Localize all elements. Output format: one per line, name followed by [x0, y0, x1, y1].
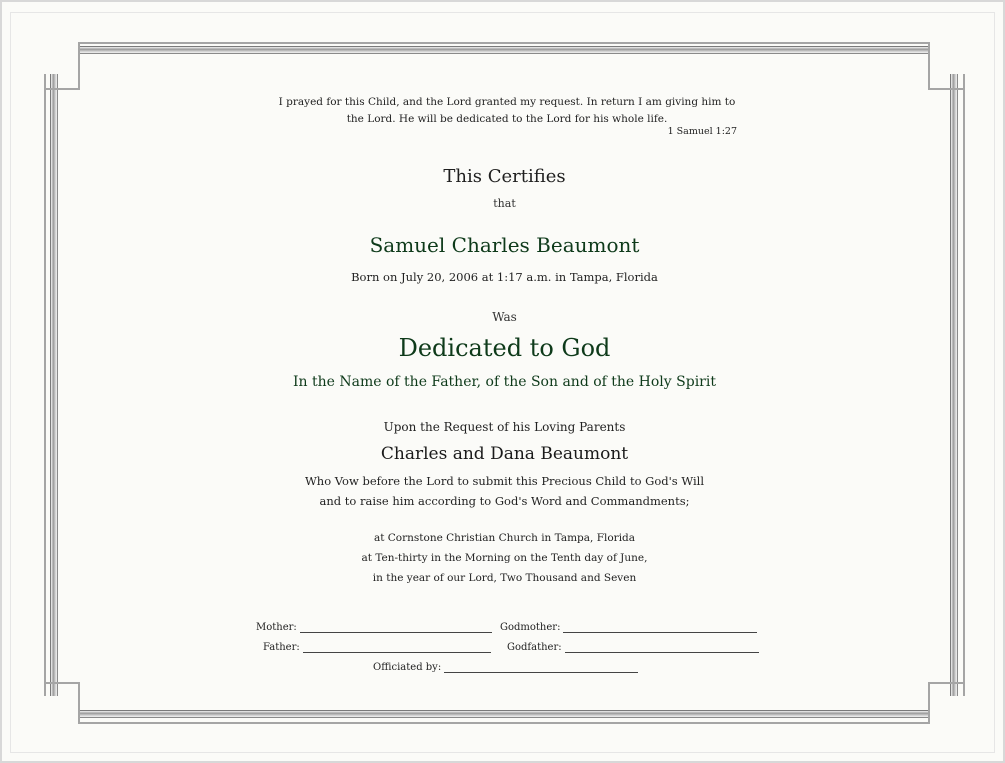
godmother-signature: [500, 622, 757, 633]
father-signature-line[interactable]: [303, 642, 491, 653]
place-line-3: in the year of our Lord, Two Thousand and Seven: [372, 572, 637, 584]
frame-top-thin: [78, 42, 930, 44]
godfather-signature: [507, 642, 759, 653]
request-line: Upon the Request of his Loving Parents: [383, 420, 626, 434]
godmother-label: Godmother:: [500, 622, 561, 633]
frame-bottom-thin: [78, 722, 930, 724]
parents-names: Charles and Dana Beaumont: [380, 444, 629, 464]
birth-details: Born on July 20, 2006 at 1:17 a.m. in Tampa, Florida: [351, 270, 658, 284]
scripture-reference: 1 Samuel 1:27: [667, 126, 737, 137]
frame-corner-br-h: [928, 682, 965, 684]
was-text: Was: [492, 310, 517, 324]
frame-corner-tl-v: [78, 42, 80, 90]
frame-corner-tr-h: [928, 88, 965, 90]
child-name: Samuel Charles Beaumont: [369, 233, 640, 257]
frame-corner-br-v: [928, 682, 930, 724]
godfather-label: Godfather:: [507, 642, 562, 653]
dedication-title: Dedicated to God: [398, 334, 611, 362]
trinity-line: In the Name of the Father, of the Son and of the Holy Spirit: [293, 374, 716, 390]
father-signature: [263, 642, 491, 653]
frame-top-bar: [78, 46, 930, 54]
vow-line-1: Who Vow before the Lord to submit this Precious Child to God's Will: [304, 474, 704, 488]
place-line-2: at Ten-thirty in the Morning on the Tenth day of June,: [361, 552, 648, 564]
officiant-signature: [373, 662, 638, 673]
frame-corner-bl-h: [44, 682, 80, 684]
frame-corner-bl-v: [78, 682, 80, 724]
mother-label: Mother:: [256, 622, 297, 633]
certifies-heading: This Certifies: [443, 166, 566, 187]
mother-signature: [256, 622, 492, 633]
officiated-label: Officiated by:: [373, 662, 442, 673]
frame-bottom-bar: [78, 710, 930, 718]
officiant-signature-line[interactable]: [444, 662, 638, 673]
frame-corner-tr-v: [928, 42, 930, 90]
vow-line-2: and to raise him according to God's Word and Commandments;: [319, 494, 690, 508]
place-line-1: at Cornstone Christian Church in Tampa, Florida: [373, 532, 636, 544]
father-label: Father:: [263, 642, 300, 653]
that-text: that: [493, 197, 516, 210]
mother-signature-line[interactable]: [300, 622, 492, 633]
godmother-signature-line[interactable]: [563, 622, 757, 633]
scripture-verse: I prayed for this Child, and the Lord granted my request. In return I am giving him to the Lord. He will be dedicated to the Lord for his whole life.: [278, 96, 736, 125]
frame-corner-tl-h: [44, 88, 80, 90]
godfather-signature-line[interactable]: [565, 642, 759, 653]
